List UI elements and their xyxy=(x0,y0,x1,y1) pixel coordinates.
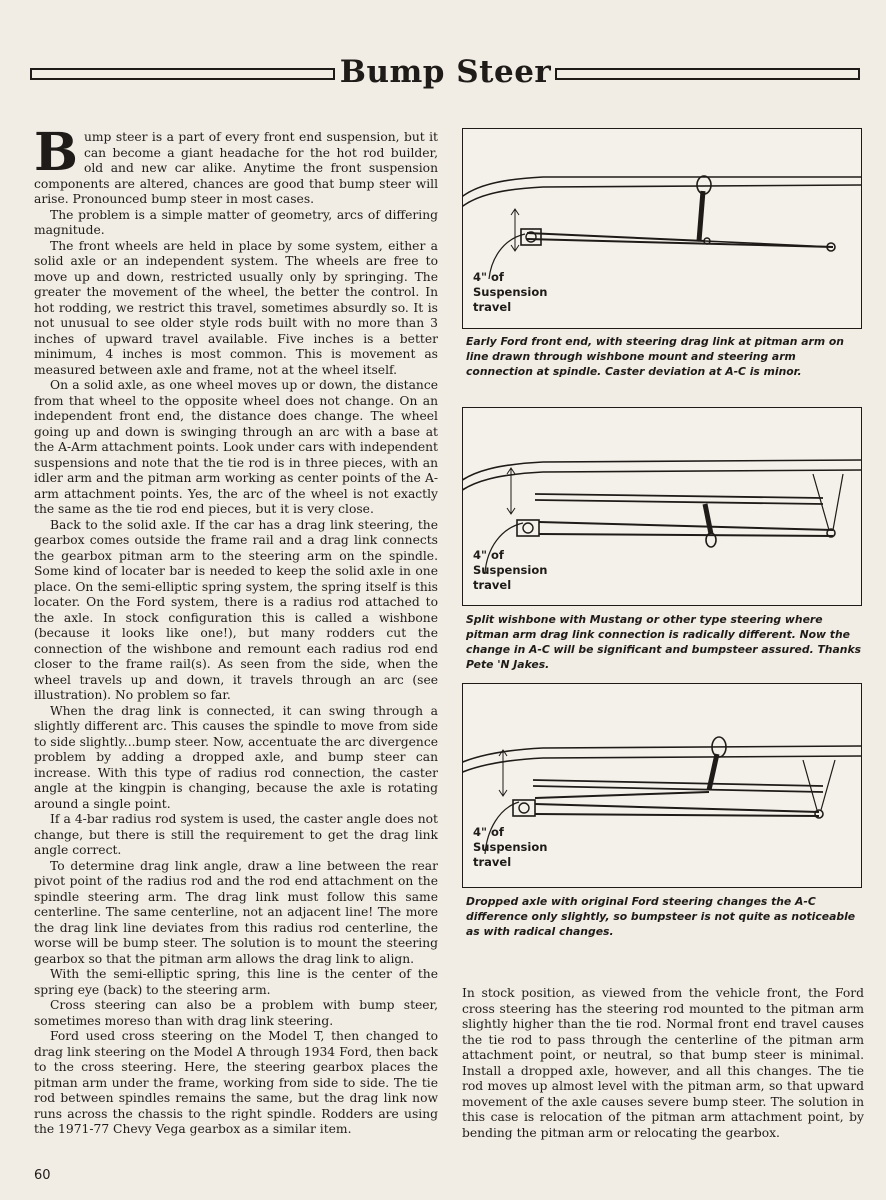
paragraph: If a 4-bar radius rod system is used, the caster angle does not change, but there is still the requirement to get the drag link angle correct. xyxy=(34,812,438,857)
label-line: 4" of xyxy=(473,548,504,562)
label-line: travel xyxy=(473,578,512,592)
intro-paragraph xyxy=(34,122,438,208)
label-line: 4" of xyxy=(473,270,504,284)
figure-3-caption: Dropped axle with original Ford steering changes the A-C difference only slightly, so bumpsteer is not quite as noticeable as with radical changes. xyxy=(466,895,856,938)
paragraph: In stock position, as viewed from the vehicle front, the Ford cross steering has the steering rod mounted to the pitman arm slightly higher than the tie rod. Normal front end travel causes the tie rod to pass through the centerline of the pitman arm attachment point, or neutral, so that bump steer is minimal. Install a dropped axle, however, and all this changes. The tie rod moves up almost level with the pitman arm, so that upward movement of the axle causes severe bump steer. The solution in this case is relocation of the pitman arm attachment point, by bending the pitman arm or relocating the gearbox. xyxy=(462,986,864,1140)
paragraph: Cross steering can also be a problem with bump steer, sometimes moreso than with drag link steering. xyxy=(34,998,438,1028)
paragraph: The front wheels are held in place by some system, either a solid axle or an independent system. The wheels are free to move up and down, restricted usually only by springing. The greater the movement of the wheel, the better the control. In hot rodding, we restrict this travel, sometimes absurdly so. It is not unusual to see older style rods built with no more than 3 inches of upward travel available. Five inches is a better minimum, 4 inches is most common. This is movement as measured between axle and frame, not at the wheel itself. xyxy=(34,238,438,377)
figure-3-dropped-axle xyxy=(462,683,862,888)
paragraph: When the drag link is connected, it can swing through a slightly different arc. This causes the spindle to move from side to side slightly...bump steer. Now, accentuate the arc divergence problem by adding a dropped axle, and bump steer can increase. With this type of radius rod connection, the caster angle at the kingpin is changing, because the axle is rotating around a single point. xyxy=(34,703,438,811)
paragraph: Ford used cross steering on the Model T, then changed to drag link steering on the Model A through 1934 Ford, then back to the cross steering. Here, the steering gearbox places the pitman arm under the frame, working from side to side. The tie rod between spindles remains the same, but the drag link now runs across the chassis to the right spindle. Rodders are using the 1971-77 Chevy Vega gearbox as a similar item. xyxy=(34,1029,438,1136)
drop-cap: B xyxy=(34,122,78,183)
intro-text: ump steer is a part of every front end suspension, but it can become a giant headache for the hot rod builder, old and new car alike. Anytime the front suspension components are altered, chances are good that bump steer will arise. Pronounced bump steer in most cases. xyxy=(34,130,438,206)
paragraph: With the semi-elliptic spring, this line is the center of the spring eye (back) to the steering arm. xyxy=(34,967,438,997)
paragraph: On a solid axle, as one wheel moves up or down, the distance from that wheel to the opposite wheel does not change. On an independent front end, the distance does change. The wheel going up and down is swinging through an arc with a base at the A-Arm attachment points. Look under cars with independent suspensions and note that the tie rod is in three pieces, with an idler arm and the pitman arm working as center points of the A-arm attachment points. Yes, the arc of the wheel is not exactly the same as the tie rod end pieces, but it is very close. xyxy=(34,378,438,516)
page-title: Bump Steer xyxy=(339,54,552,90)
label-line: travel xyxy=(473,855,512,869)
label-line: Suspension xyxy=(473,563,548,577)
label-line: travel xyxy=(473,300,512,314)
figure-1-caption: Early Ford front end, with steering drag link at pitman arm on line drawn through wishbone mount and steering arm connection at spindle. Caster deviation at A-C is minor. xyxy=(466,335,844,378)
label-line: Suspension xyxy=(473,285,548,299)
figure-2-travel-label xyxy=(473,548,547,593)
figure-1-travel-label xyxy=(473,270,547,315)
label-line: Suspension xyxy=(473,840,548,854)
title-banner xyxy=(30,54,860,94)
figure-1-early-ford xyxy=(462,128,862,329)
paragraph: The problem is a simple matter of geometry, arcs of differing magnitude. xyxy=(34,207,438,237)
figure-3-travel-label xyxy=(473,825,547,870)
title-rule-left xyxy=(30,68,335,80)
page-number: 60 xyxy=(34,1168,51,1183)
paragraph: To determine drag link angle, draw a line between the rear pivot point of the radius rod and the rod end attachment on the spindle steering arm. The drag link must follow this same centerline. The same centerline, not an adjacent line! The more the drag link line deviates from this radius rod centerline, the worse will be bump steer. The solution is to mount the steering gearbox so that the pitman arm allows the drag link to align. xyxy=(34,858,438,966)
figure-2-split-wishbone xyxy=(462,407,862,606)
right-column xyxy=(462,986,864,1141)
paragraph: Back to the solid axle. If the car has a drag link steering, the gearbox comes outside the frame rail and a drag link connects the gearbox pitman arm to the steering arm on the spindle. Some kind of locater bar is needed to keep the solid axle in one place. On the semi-elliptic spring system, the spring itself is this locater. On the Ford system, there is a radius rod attached to the axle. In stock configuration this is called a wishbone (because it looks like one!), but many rodders cut the connection of the wishbone and remount each radius rod end closer to the frame rail(s). As seen from the side, when the wheel travels up and down, it travels through an arc (see illustration). No problem so far. xyxy=(34,517,438,702)
label-line: 4" of xyxy=(473,825,504,839)
figure-2-caption: Split wishbone with Mustang or other type steering where pitman arm drag link connection is radically different. Now the change in A-C will be significant and bumpsteer assured. Thanks Pete 'N Jakes. xyxy=(466,613,862,671)
left-column xyxy=(34,122,438,1138)
title-rule-right xyxy=(555,68,860,80)
